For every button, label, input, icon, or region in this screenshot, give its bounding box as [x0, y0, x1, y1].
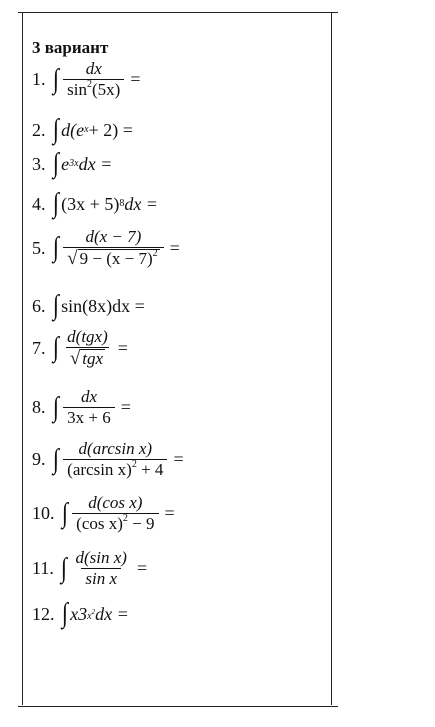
fraction: d(tgx) √ tgx: [67, 327, 108, 369]
fraction: $\frac{\text{d(sin x)}}{\text{sin x}}$: [75, 548, 127, 588]
integral-sign: ∫: [52, 188, 59, 219]
integral-sign: ∫: [52, 148, 59, 179]
problem-8: 8. ∫ $\frac{dx}{3x + 6}$ =: [32, 387, 131, 427]
sqrt: √ tgx: [69, 347, 104, 369]
integral-sign: ∫: [61, 598, 68, 629]
integral-sign: ∫: [52, 332, 59, 364]
integral-sign: ∫: [52, 391, 59, 423]
sqrt: √ $9 - (x - 7)^2$: [67, 247, 158, 269]
fraction: $\frac{dx}{3x + 6}$: [63, 388, 115, 428]
integral-sign: ∫: [61, 497, 68, 529]
problem-9: 9. ∫ $\frac{\text{d(arcsin x)}}{(\arcsin x)^2 + 4}$ =: [32, 439, 184, 479]
problem-6: 6. ∫ sin(8x)dx =: [32, 290, 145, 321]
fraction: $\frac{\text{d(arcsin x)}}{(\arcsin x)^2 + 4}$: [63, 440, 167, 480]
problem-2: 2. ∫ d(e x + 2) =: [32, 114, 133, 145]
integral-sign: ∫: [60, 552, 67, 584]
problem-10: 10. ∫ $\frac{\text{d(cos x)}}{(\cos x)^2 - 9}$ =: [32, 493, 175, 533]
integral-sign: ∫: [52, 114, 59, 145]
integral-sign: ∫: [52, 63, 59, 95]
problem-3: 3. ∫ e 3x dx =: [32, 148, 113, 179]
fraction: d(x − 7) √ $9 - (x - 7)^2$: [63, 228, 163, 269]
problem-11: 11. ∫ $\frac{\text{d(sin x)}}{\text{sin x}}$ =: [32, 548, 148, 588]
problem-5: 5. ∫ d(x − 7) √ $9 - (x - 7)^2$ =: [32, 227, 180, 269]
bottom-rule: [18, 706, 338, 707]
problem-7: 7. ∫ d(tgx) √ tgx =: [32, 327, 128, 369]
integral-sign: ∫: [52, 232, 59, 264]
variant-title: 3 вариант: [32, 38, 109, 57]
problem-4: 4. ∫ (3x + 5) 8 dx =: [32, 188, 158, 219]
fraction: $\frac{dx}{\sin^2(5x)}$: [63, 60, 124, 100]
fraction: $\frac{\text{d(cos x)}}{(\cos x)^2 - 9}$: [72, 494, 158, 534]
integral-sign: ∫: [52, 290, 59, 321]
problem-12: 12. ∫ x3 $x^2$ dx =: [32, 598, 129, 629]
integral-sign: ∫: [52, 443, 59, 475]
problem-1: 1. ∫ $\frac{dx}{\sin^2(5x)}$ =: [32, 59, 141, 99]
